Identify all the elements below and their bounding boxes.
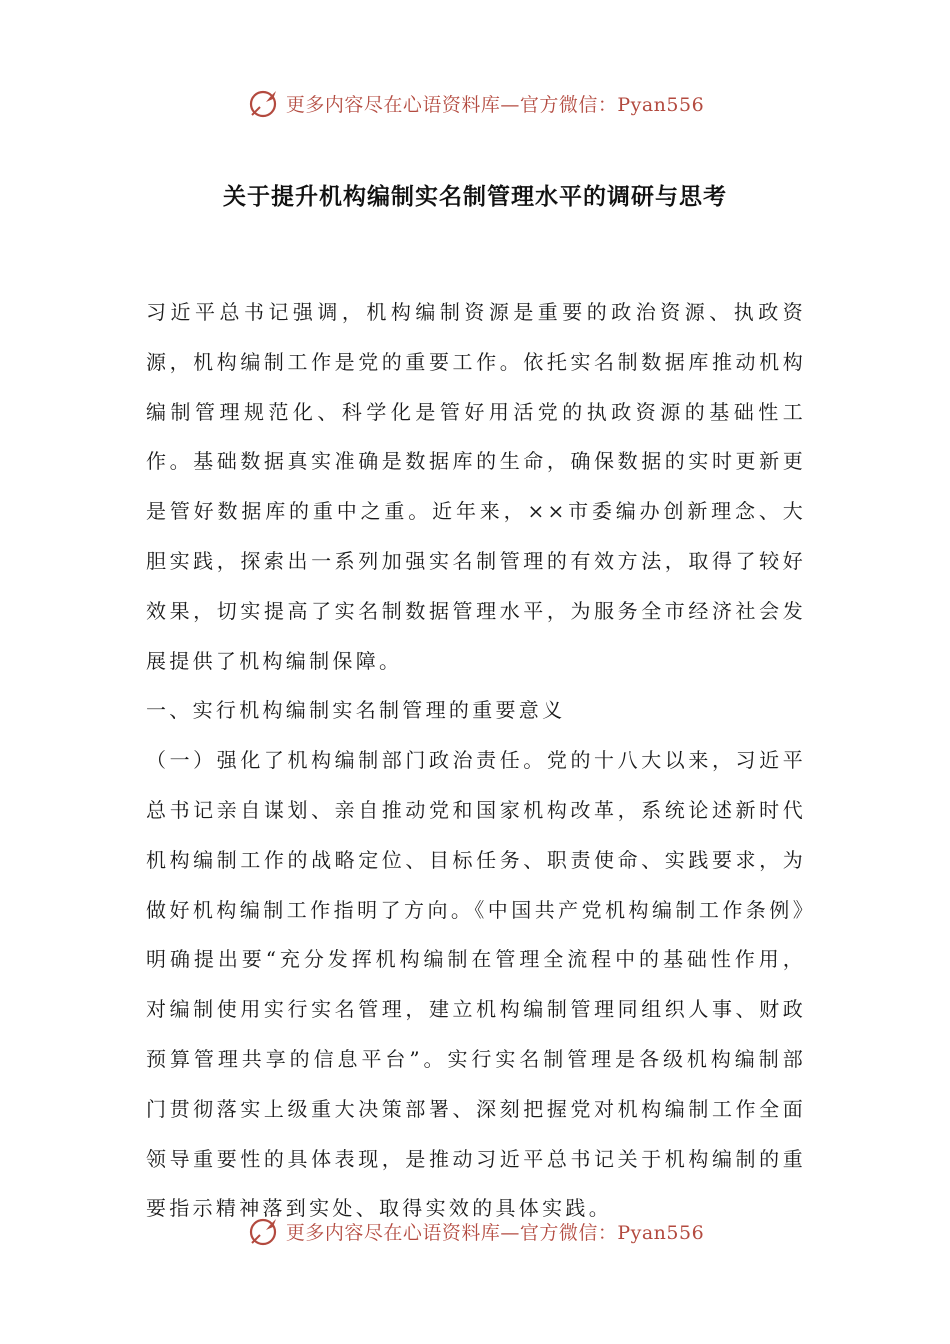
quill-logo-icon — [246, 85, 282, 121]
header-banner-text: 更多内容尽在心语资料库—官方微信：Pyan556 — [285, 93, 705, 116]
quill-logo-icon — [246, 1213, 282, 1249]
footer-banner-text: 更多内容尽在心语资料库—官方微信：Pyan556 — [285, 1221, 705, 1244]
document-body — [146, 288, 806, 1234]
section-heading-1: 一、实行机构编制实名制管理的重要意义 — [146, 698, 566, 723]
paragraph-intro: 习近平总书记强调，机构编制资源是重要的政治资源、执政资源，机构编制工作是党的重要工作。依托实名制数据库推动机构编制管理规范化、科学化是管好用活党的执政资源的基础性工作。基础数据真实准确是数据库的生命，确保数据的实时更新更是管好数据库的重中之重。近年来，××市委编办创新理念、大胆实践，探索出一系列加强实名制管理的有效方法，取得了较好效果，切实提高了实名制数据管理水平，为服务全市经济社会发展提供了机构编制保障。 — [146, 300, 806, 673]
paragraph-subsection-1: （一）强化了机构编制部门政治责任。党的十八大以来，习近平总书记亲自谋划、亲自推动党和国家机构改革，系统论述新时代机构编制工作的战略定位、目标任务、职责使命、实践要求，为做好机构编制工作指明了方向。《中国共产党机构编制工作条例》明确提出要“充分发挥机构编制在管理全流程中的基础性作用，对编制使用实行实名管理，建立机构编制管理同组织人事、财政预算管理共享的信息平台”。实行实名制管理是各级机构编制部门贯彻落实上级重大决策部署、深刻把握党对机构编制工作全面领导重要性的具体表现，是推动习近平总书记关于机构编制的重要指示精神落到实处、取得实效的具体实践。 — [146, 748, 806, 1221]
header-watermark-banner — [0, 83, 950, 123]
footer-watermark-banner — [0, 1211, 950, 1251]
document-title: 关于提升机构编制实名制管理水平的调研与思考 — [223, 183, 727, 210]
